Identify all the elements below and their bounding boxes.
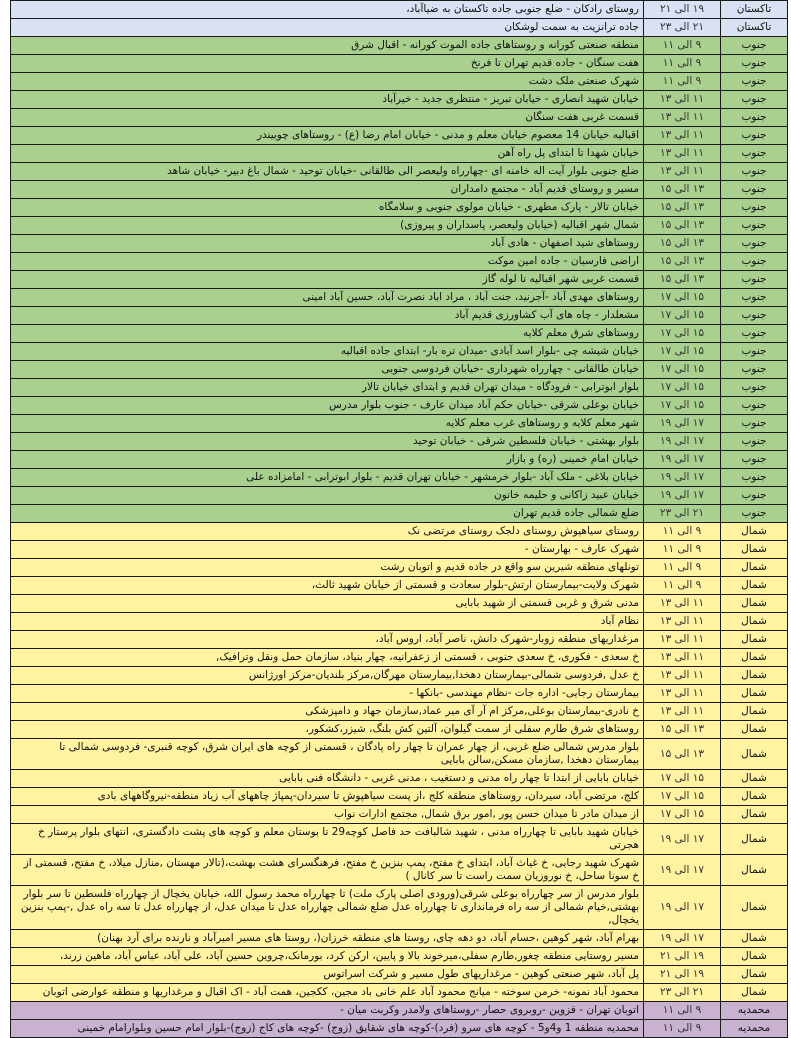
- table-row: [11, 667, 788, 685]
- region-cell: محمدیه: [721, 1002, 788, 1020]
- table-row: [11, 37, 788, 55]
- region-cell: جنوب: [721, 145, 788, 163]
- area-cell: شهرک صنعتی ملک دشت: [11, 73, 644, 91]
- time-cell: ۹ الی ۱۱: [644, 523, 721, 541]
- table-row: [11, 163, 788, 181]
- region-cell: شمال: [721, 886, 788, 930]
- area-cell: بلوار مدرس از سر چهارراه بوعلی شرقی(ورودی اصلی پارک ملت) تا چهارراه محمد رسول الله، خیابان یخچال از چهارراه فلسطین تا سر بلوار بهشتی,خیام شمالی از سه راه فرمانداری تا چهارراه عدل ضلع شمالی چهارراه عدل تا میدان عدل، از چهارراه عدل تا سه راه عدل ,-پمپ بنزین یخچال,: [11, 886, 644, 930]
- time-cell: ۱۱ الی ۱۳: [644, 685, 721, 703]
- time-cell: ۱۱ الی ۱۳: [644, 109, 721, 127]
- area-cell: مدنی شرق و غربی قسمتی از شهید بابایی: [11, 595, 644, 613]
- time-cell: ۹ الی ۱۱: [644, 577, 721, 595]
- area-cell: خیابان بلاغی - ملک آباد -بلوار خرمشهر - خیابان تهران قدیم - بلوار ابوترابی - امامزاده علی: [11, 469, 644, 487]
- area-cell: هفت سنگان - جاده قدیم تهران تا فرنخ: [11, 55, 644, 73]
- table-row: [11, 109, 788, 127]
- table-row: [11, 325, 788, 343]
- table-row: [11, 703, 788, 721]
- area-cell: شهر معلم کلایه و روستاهای غرب معلم کلایه: [11, 415, 644, 433]
- table-row: [11, 1, 788, 19]
- table-row: [11, 1002, 788, 1020]
- region-cell: جنوب: [721, 271, 788, 289]
- time-cell: ۹ الی ۱۱: [644, 1020, 721, 1038]
- table-row: [11, 307, 788, 325]
- time-cell: ۱۵ الی ۱۷: [644, 806, 721, 824]
- area-cell: منطقه صنعتی کورانه و روستاهای جاده الموت کورانه - اقبال شرق: [11, 37, 644, 55]
- table-row: [11, 824, 788, 855]
- region-cell: جنوب: [721, 217, 788, 235]
- area-cell: خ سعدی - فکوری، خ سعدی جنوبی ، قسمتی از زعفرانیه، چهار بنیاد، سازمان حمل ونقل وترافیک,: [11, 649, 644, 667]
- table-row: [11, 379, 788, 397]
- area-cell: خیابان شهدا تا ابتدای پل راه آهن: [11, 145, 644, 163]
- time-cell: ۱۱ الی ۱۳: [644, 667, 721, 685]
- table-row: [11, 73, 788, 91]
- table-row: [11, 19, 788, 37]
- area-cell: ضلع شمالی جاده قدیم تهران: [11, 505, 644, 523]
- time-cell: ۱۵ الی ۱۷: [644, 307, 721, 325]
- outage-schedule-sheet: [10, 0, 788, 1038]
- region-cell: جنوب: [721, 109, 788, 127]
- area-cell: محمدیه منطقه 1 و4و5 - کوچه های سرو (فرد)-کوچه های شقایق (زوج) -کوچه های کاج (زوج)-بلوار امام حسین وبلوارامام خمینی: [11, 1020, 644, 1038]
- area-cell: خ نادری-بیمارستان بوعلی,مرکز ام آر آی میر عماد,سازمان جهاد و دامپزشکی: [11, 703, 644, 721]
- table-row: [11, 966, 788, 984]
- table-row: [11, 145, 788, 163]
- area-cell: ضلع جنوبی بلوار آیت اله خامنه ای -چهارراه ولیعصر الی طالقانی -خیابان توحید - شمال باغ دبیر- خیابان شاهد: [11, 163, 644, 181]
- region-cell: محمدیه: [721, 1020, 788, 1038]
- time-cell: ۱۳ الی ۱۵: [644, 181, 721, 199]
- time-cell: ۱۵ الی ۱۷: [644, 361, 721, 379]
- table-row: [11, 559, 788, 577]
- time-cell: ۱۵ الی ۱۷: [644, 397, 721, 415]
- table-row: [11, 343, 788, 361]
- area-cell: بلوار ابوترابی - فرودگاه - میدان تهران قدیم و ابتدای خیابان تالار: [11, 379, 644, 397]
- region-cell: جنوب: [721, 253, 788, 271]
- region-cell: جنوب: [721, 505, 788, 523]
- time-cell: ۱۷ الی ۱۹: [644, 886, 721, 930]
- region-cell: شمال: [721, 541, 788, 559]
- region-cell: شمال: [721, 721, 788, 739]
- outage-schedule-table: [10, 0, 788, 1038]
- table-row: [11, 948, 788, 966]
- time-cell: ۱۱ الی ۱۳: [644, 631, 721, 649]
- region-cell: جنوب: [721, 55, 788, 73]
- time-cell: ۱۷ الی ۱۹: [644, 415, 721, 433]
- region-cell: شمال: [721, 984, 788, 1002]
- table-body: [11, 1, 788, 1038]
- time-cell: ۱۱ الی ۱۳: [644, 91, 721, 109]
- region-cell: جنوب: [721, 199, 788, 217]
- time-cell: ۹ الی ۱۱: [644, 541, 721, 559]
- table-row: [11, 271, 788, 289]
- table-row: [11, 523, 788, 541]
- region-cell: جنوب: [721, 37, 788, 55]
- area-cell: خیابان شهید بابایی تا چهارراه مدنی ، شهید شالبافت حد فاصل کوچه29 تا بوستان معلم و کوچه های پشت دادگستری، انتهای بلوار پرستار خ هجرتی: [11, 824, 644, 855]
- time-cell: ۱۱ الی ۱۳: [644, 649, 721, 667]
- area-cell: جاده ترانزیت به سمت لوشکان: [11, 19, 644, 37]
- table-row: [11, 235, 788, 253]
- region-cell: جنوب: [721, 325, 788, 343]
- area-cell: پل آباد، شهر صنعتی کوهین - مرغداریهای طول مسیر و شرکت اسراتوس: [11, 966, 644, 984]
- region-cell: جنوب: [721, 307, 788, 325]
- table-row: [11, 577, 788, 595]
- table-row: [11, 595, 788, 613]
- time-cell: ۹ الی ۱۱: [644, 55, 721, 73]
- area-cell: خیابان تالار - پارک مطهری - خیابان مولوی جنوبی و سلامگاه: [11, 199, 644, 217]
- region-cell: شمال: [721, 806, 788, 824]
- time-cell: ۱۷ الی ۱۹: [644, 855, 721, 886]
- table-row: [11, 451, 788, 469]
- table-row: [11, 181, 788, 199]
- time-cell: ۹ الی ۱۱: [644, 37, 721, 55]
- table-row: [11, 469, 788, 487]
- table-row: [11, 397, 788, 415]
- region-cell: شمال: [721, 966, 788, 984]
- region-cell: جنوب: [721, 487, 788, 505]
- region-cell: شمال: [721, 613, 788, 631]
- time-cell: ۱۱ الی ۱۳: [644, 163, 721, 181]
- table-row: [11, 886, 788, 930]
- region-cell: شمال: [721, 667, 788, 685]
- region-cell: شمال: [721, 649, 788, 667]
- area-cell: بیمارستان رجایی- اداره جات -نظام مهندسی -بانکها -: [11, 685, 644, 703]
- time-cell: ۱۷ الی ۱۹: [644, 487, 721, 505]
- table-row: [11, 541, 788, 559]
- time-cell: ۱۱ الی ۱۳: [644, 145, 721, 163]
- table-row: [11, 127, 788, 145]
- region-cell: شمال: [721, 559, 788, 577]
- table-row: [11, 433, 788, 451]
- region-cell: جنوب: [721, 361, 788, 379]
- region-cell: جنوب: [721, 181, 788, 199]
- table-row: [11, 806, 788, 824]
- table-row: [11, 984, 788, 1002]
- region-cell: جنوب: [721, 397, 788, 415]
- table-row: [11, 505, 788, 523]
- time-cell: ۱۷ الی ۱۹: [644, 469, 721, 487]
- table-row: [11, 739, 788, 770]
- area-cell: اتوبان تهران - قزوین -روبروی حصار -روستاهای ولامدر وکربت میان -: [11, 1002, 644, 1020]
- area-cell: خیابان امام خمینی (ره) و بازار: [11, 451, 644, 469]
- table-row: [11, 1020, 788, 1038]
- time-cell: ۱۱ الی ۱۳: [644, 127, 721, 145]
- area-cell: مسیر و روستای قدیم آباد - مجتمع دامداران: [11, 181, 644, 199]
- area-cell: تونلهای منطقه شیرین سو واقع در جاده قدیم و اتوبان رشت: [11, 559, 644, 577]
- region-cell: تاکستان: [721, 1, 788, 19]
- area-cell: مرغداریهای منطقه زوبار-شهرک دانش، ناصر آباد، اروس آباد،: [11, 631, 644, 649]
- table-row: [11, 361, 788, 379]
- area-cell: روستاهای شرق معلم کلایه: [11, 325, 644, 343]
- time-cell: ۱۷ الی ۱۹: [644, 824, 721, 855]
- time-cell: ۱۹ الی ۲۱: [644, 966, 721, 984]
- table-row: [11, 649, 788, 667]
- region-cell: شمال: [721, 577, 788, 595]
- area-cell: خیابان شهید انصاری - خیابان تبریز - منتظری جدید - خیرآباد: [11, 91, 644, 109]
- region-cell: جنوب: [721, 163, 788, 181]
- time-cell: ۲۱ الی ۲۳: [644, 19, 721, 37]
- time-cell: ۱۱ الی ۱۳: [644, 613, 721, 631]
- table-row: [11, 487, 788, 505]
- time-cell: ۱۳ الی ۱۵: [644, 253, 721, 271]
- area-cell: شهرک ولایت-بیمارستان ارتش-بلوار سعادت و قسمتی از خیابان شهید ثالث،: [11, 577, 644, 595]
- region-cell: جنوب: [721, 73, 788, 91]
- region-cell: تاکستان: [721, 19, 788, 37]
- time-cell: ۹ الی ۱۱: [644, 1002, 721, 1020]
- area-cell: مسیر روستایی منطقه چغور,طارم سفلی،میرخوند بالا و پایین، ارکن کرد، بورمانک،چروین حسین آباد، علی آباد، عباس آباد، ماهین زرند،: [11, 948, 644, 966]
- area-cell: اراضی فارسیان - جاده امین موکت: [11, 253, 644, 271]
- time-cell: ۱۳ الی ۱۵: [644, 235, 721, 253]
- time-cell: ۱۳ الی ۱۵: [644, 217, 721, 235]
- region-cell: شمال: [721, 770, 788, 788]
- region-cell: شمال: [721, 788, 788, 806]
- area-cell: روستای رادکان - ضلع جنوبی جاده تاکستان به ضیاآباد،: [11, 1, 644, 19]
- region-cell: جنوب: [721, 469, 788, 487]
- table-row: [11, 415, 788, 433]
- region-cell: شمال: [721, 930, 788, 948]
- table-row: [11, 253, 788, 271]
- time-cell: ۱۷ الی ۱۹: [644, 451, 721, 469]
- region-cell: شمال: [721, 855, 788, 886]
- area-cell: اقبالیه خیابان 14 معصوم خیابان معلم و مدنی - خیابان امام رضا (ع) - روستاهای چوبیندر: [11, 127, 644, 145]
- table-row: [11, 91, 788, 109]
- area-cell: شهرک شهید رجایی، خ غیاث آباد، ابتدای خ مفتح، پمپ بنزین خ مفتح، فرهنگسرای هشت بهشت،(تالار مهستان ,منازل میلاد، خ مفتح، قسمتی از خ سونا ساحل، خ نوروزیان سمت راست تا سر کانال ): [11, 855, 644, 886]
- area-cell: بلوار بهشتی - خیابان فلسطین شرقی - خیابان توحید: [11, 433, 644, 451]
- region-cell: شمال: [721, 631, 788, 649]
- time-cell: ۱۳ الی ۱۵: [644, 721, 721, 739]
- region-cell: جنوب: [721, 127, 788, 145]
- area-cell: خیابان عبید زاکانی و حلیمه خاتون: [11, 487, 644, 505]
- region-cell: جنوب: [721, 415, 788, 433]
- area-cell: روستای سیاهپوش روستای دلجک روستای مرتضی نک: [11, 523, 644, 541]
- time-cell: ۱۵ الی ۱۷: [644, 289, 721, 307]
- table-row: [11, 855, 788, 886]
- table-row: [11, 289, 788, 307]
- time-cell: ۱۳ الی ۱۵: [644, 271, 721, 289]
- table-row: [11, 685, 788, 703]
- region-cell: شمال: [721, 595, 788, 613]
- region-cell: شمال: [721, 523, 788, 541]
- time-cell: ۲۱ الی ۲۳: [644, 984, 721, 1002]
- table-row: [11, 770, 788, 788]
- area-cell: از میدان مادر تا میدان حسن پور ,امور برق شمال, مجتمع ادارات نواب: [11, 806, 644, 824]
- region-cell: جنوب: [721, 289, 788, 307]
- time-cell: ۹ الی ۱۱: [644, 73, 721, 91]
- table-row: [11, 721, 788, 739]
- table-row: [11, 613, 788, 631]
- region-cell: جنوب: [721, 433, 788, 451]
- table-row: [11, 788, 788, 806]
- table-row: [11, 930, 788, 948]
- region-cell: جنوب: [721, 235, 788, 253]
- area-cell: شمال شهر اقبالیه (خیابان ولیعصر، پاسداران و پیروزی): [11, 217, 644, 235]
- area-cell: روستاهای مهدی آباد -آجرنید، جنت آباد ، مراد اباد نصرت آباد، حسین آباد امینی: [11, 289, 644, 307]
- region-cell: شمال: [721, 703, 788, 721]
- time-cell: ۹ الی ۱۱: [644, 559, 721, 577]
- area-cell: خیابان طالقانی - چهارراه شهرداری -خیابان فردوسی جنوبی: [11, 361, 644, 379]
- region-cell: جنوب: [721, 379, 788, 397]
- area-cell: بهرام آباد، شهر کوهین ،حسام آباد، دو دهه چای، روستا های منطقه خرزان(، روستا های مسیر امیرآباد و نارنده برای آرد بهنان): [11, 930, 644, 948]
- table-row: [11, 199, 788, 217]
- area-cell: خ عدل ,فردوسی شمالی-بیمارستان دهخدا,بیمارستان مهرگان,مرکز بلندیان-مرکز اورژانس: [11, 667, 644, 685]
- time-cell: ۲۱ الی ۲۳: [644, 505, 721, 523]
- area-cell: خیابان بابایی از ابتدا تا چهار راه مدنی و دستغیب ، مدنی غربی - دانشگاه فنی بابایی: [11, 770, 644, 788]
- time-cell: ۱۵ الی ۱۷: [644, 788, 721, 806]
- region-cell: شمال: [721, 739, 788, 770]
- time-cell: ۱۵ الی ۱۷: [644, 343, 721, 361]
- table-row: [11, 631, 788, 649]
- time-cell: ۱۵ الی ۱۷: [644, 379, 721, 397]
- area-cell: مشعلدار - چاه های آب کشاورزی قدیم آباد: [11, 307, 644, 325]
- time-cell: ۱۳ الی ۱۵: [644, 739, 721, 770]
- region-cell: جنوب: [721, 91, 788, 109]
- time-cell: ۱۳ الی ۱۵: [644, 199, 721, 217]
- area-cell: قسمت غربی شهر اقبالیه تا لوله گاز: [11, 271, 644, 289]
- time-cell: ۱۱ الی ۱۳: [644, 595, 721, 613]
- time-cell: ۱۱ الی ۱۳: [644, 703, 721, 721]
- region-cell: شمال: [721, 685, 788, 703]
- time-cell: ۱۹ الی ۲۱: [644, 948, 721, 966]
- area-cell: شهرک عارف - بهارستان -: [11, 541, 644, 559]
- region-cell: جنوب: [721, 343, 788, 361]
- region-cell: شمال: [721, 824, 788, 855]
- table-row: [11, 217, 788, 235]
- time-cell: ۱۷ الی ۱۹: [644, 433, 721, 451]
- area-cell: روستاهای شرق طارم سفلی از سمت گیلوان، آلتین کش بلنگ، شیزر،کشکور،: [11, 721, 644, 739]
- area-cell: محمود آباد نمونه- خرمن سوخته - میانج محمود آباد علم خانی باد مجین، ککجین، همت آباد - اک اقبال و مرغداریها و منطقه عوارضی اتوبان: [11, 984, 644, 1002]
- region-cell: جنوب: [721, 451, 788, 469]
- time-cell: ۱۹ الی ۲۱: [644, 1, 721, 19]
- area-cell: روستاهای شید اصفهان - هادی آباد: [11, 235, 644, 253]
- region-cell: شمال: [721, 948, 788, 966]
- time-cell: ۱۵ الی ۱۷: [644, 770, 721, 788]
- area-cell: قسمت غربی هفت سنگان: [11, 109, 644, 127]
- area-cell: کلج، مرتضی آباد، سیردان، روستاهای منطقه کلج ،از پست سیاهپوش تا سیردان-پمپاژ چاههای آب زیاد منطقه-نیروگاههای بادی: [11, 788, 644, 806]
- area-cell: نظام آباد: [11, 613, 644, 631]
- area-cell: خیابان بوعلی شرقی -خیابان حکم آباد میدان عارف - جنوب بلوار مدرس: [11, 397, 644, 415]
- area-cell: خیابان شیشه چی -بلوار اسد آبادی -میدان تره بار- ابتدای جاده اقبالیه: [11, 343, 644, 361]
- time-cell: ۱۷ الی ۱۹: [644, 930, 721, 948]
- table-row: [11, 55, 788, 73]
- time-cell: ۱۵ الی ۱۷: [644, 325, 721, 343]
- area-cell: بلوار مدرس شمالی ضلع غربی، از چهار عمران تا چهار راه پادگان ، قسمتی از کوچه های ایران شرق، کوچه قنبری- فردوسی شمالی تا بیمارستان دهخدا ,سازمان مسکن,سالن بابایی: [11, 739, 644, 770]
